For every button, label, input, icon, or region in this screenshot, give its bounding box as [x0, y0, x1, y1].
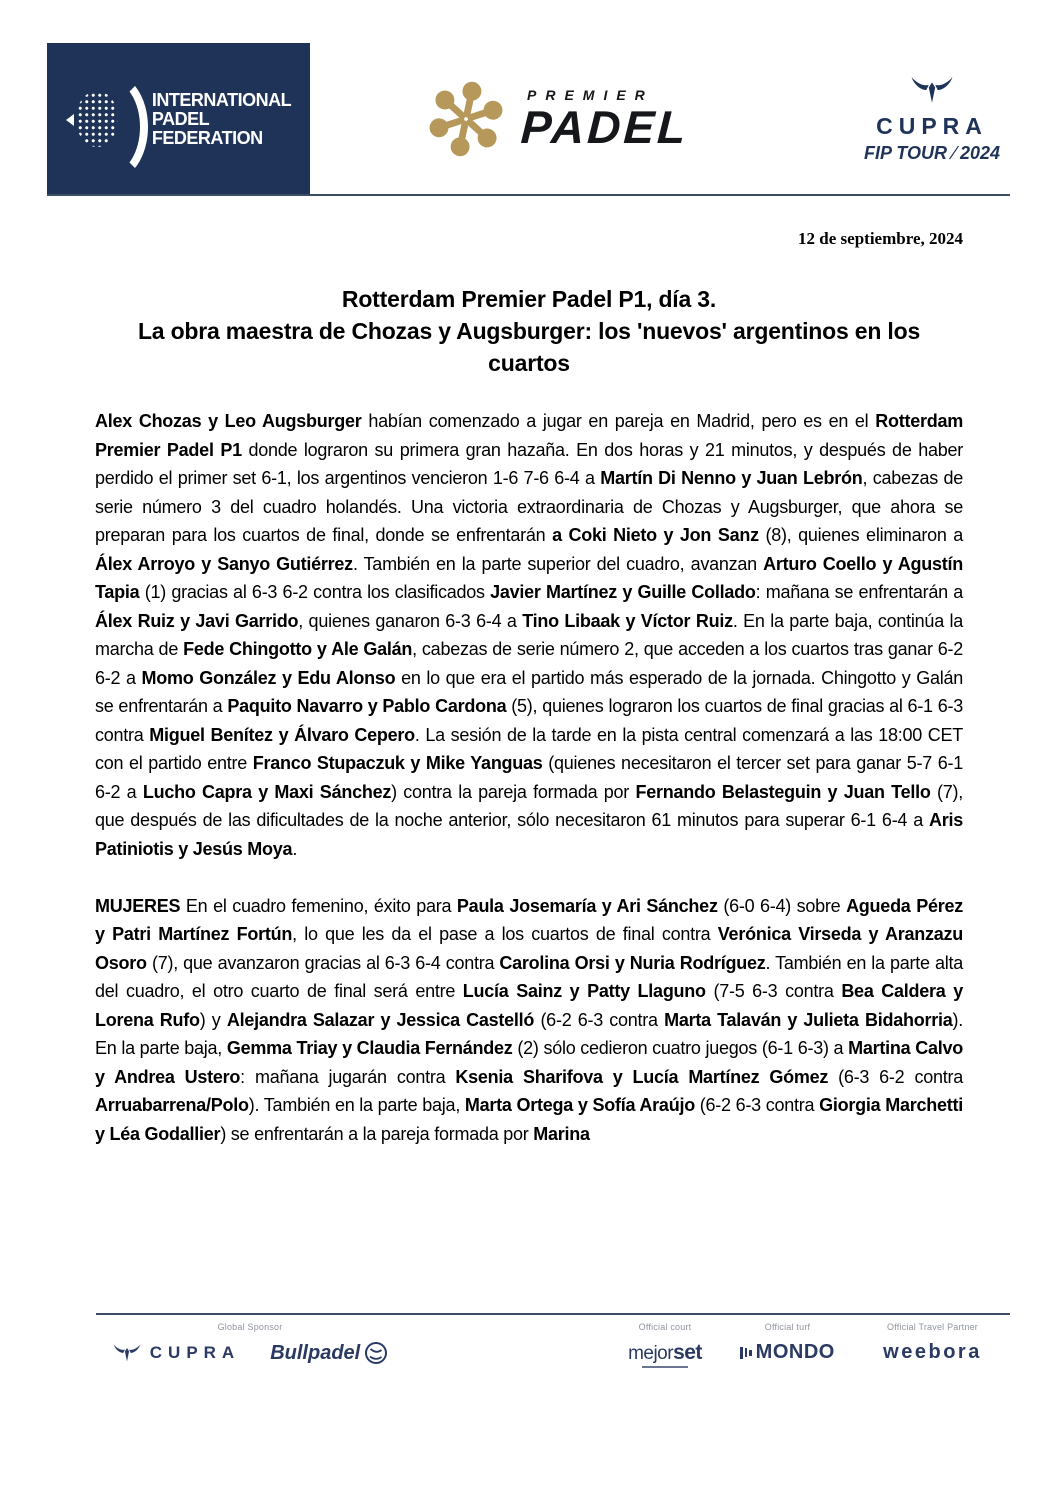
ipf-ball-icon: [66, 67, 140, 171]
document-title: [95, 283, 963, 379]
fip-tour-year: 2024: [959, 143, 1001, 163]
mejorset-word-mejor: mejor: [628, 1343, 674, 1364]
premier-label: PREMIER: [527, 86, 654, 103]
bullpadel-wordmark: Bullpadel: [270, 1341, 361, 1364]
fip-tour-label: [852, 143, 1012, 164]
mejorset-word-set: set: [673, 1341, 702, 1364]
bullpadel-logo: [270, 1341, 388, 1365]
ipf-line3: FEDERATION: [151, 127, 263, 148]
sponsor-global: [90, 1322, 410, 1365]
official-travel-partner-label: Official Travel Partner: [887, 1322, 978, 1332]
sponsor-court: [600, 1322, 730, 1368]
ipf-line1: INTERNATIONAL: [151, 89, 292, 110]
bullpadel-ball-icon: [364, 1341, 388, 1365]
premier-padel-asterisk-icon: [423, 76, 509, 162]
paragraph-men: Alex Chozas y Leo Augsburger habían comenzado a jugar en pareja en Madrid, pero es en el Rotterdam Premier Padel P1 donde lograron su primera gran hazaña. En dos horas y 21 minutos, y después de haber perdido el primer set 6-1, los argentinos vencieron 1-6 7-6 6-4 a Martín Di Nenno y Juan Lebrón, cabezas de serie número 3 del cuadro holandés. Una victoria extraordinaria de Chozas y Augsburger, que ahora se preparan para los cuartos de final, donde se enfrentarán a Coki Nieto y Jon Sanz (8), quienes eliminaron a Álex Arroyo y Sanyo Gutiérrez. También en la parte superior del cuadro, avanzan Arturo Coello y Agustín Tapia (1) gracias al 6-3 6-2 contra los clasificados Javier Martínez y Guille Collado: mañana se enfrentarán a Álex Ruiz y Javi Garrido, quienes ganaron 6-3 6-4 a Tino Libaak y Víctor Ruiz. En la parte baja, continúa la marcha de Fede Chingotto y Ale Galán, cabezas de serie número 2, que acceden a los cuartos tras ganar 6-2 6-2 a Momo González y Edu Alonso en lo que era el partido más esperado de la jornada. Chingotto y Galán se enfrentarán a Paquito Navarro y Pablo Cardona (5), quienes lograron los cuartos de final gracias al 6-1 6-3 contra Miguel Benítez y Álvaro Cepero. La sesión de la tarde en la pista central comenzará a las 18:00 CET con el partido entre Franco Stupaczuk y Mike Yanguas (quienes necesitaron el tercer set para ganar 5-7 6-1 6-2 a Lucho Capra y Maxi Sánchez) contra la pareja formada por Fernando Belasteguin y Juan Tello (7), que después de las dificultades de la noche anterior, sólo necesitaron 61 minutos para superar 6-1 6-4 a Aris Patiniotis y Jesús Moya.: [95, 411, 964, 859]
padel-label: PADEL: [519, 100, 690, 153]
paragraph-women: MUJERES En el cuadro femenino, éxito para Paula Josemaría y Ari Sánchez (6-0 6-4) sobre Agueda Pérez y Patri Martínez Fortún, lo que les da el pase a los cuartos de final contra Verónica Virseda y Aranzazu Osoro (7), que avanzaron gracias al 6-3 6-4 contra Carolina Orsi y Nuria Rodríguez. También en la parte alta del cuadro, el otro cuarto de final será entre Lucía Sainz y Patty Llaguno (7-5 6-3 contra Bea Caldera y Lorena Rufo) y Alejandra Salazar y Jessica Castelló (6-2 6-3 contra Marta Talaván y Julieta Bidahorria). En la parte baja, Gemma Triay y Claudia Fernández (2) sólo cedieron cuatro juegos (6-1 6-3) a Martina Calvo y Andrea Ustero: mañana jugarán contra Ksenia Sharifova y Lucía Martínez Gómez (6-3 6-2 contra Arruabarrena/Polo). También en la parte baja, Marta Ortega y Sofía Araújo (6-2 6-3 contra Giorgia Marchetti y Léa Godallier) se enfrentarán a la pareja formada por Marina: [95, 895, 963, 1144]
ipf-logo-text: [152, 91, 291, 148]
sponsor-travel: [860, 1322, 1005, 1364]
mondo-bars-icon: [740, 1347, 752, 1359]
mondo-wordmark: MONDO: [755, 1341, 835, 1363]
ipf-curve-icon: [74, 73, 148, 181]
official-court-label: Official court: [638, 1322, 692, 1332]
slash-divider: /: [948, 143, 959, 163]
official-turf-label: Official turf: [764, 1322, 811, 1332]
ipf-logo: [47, 43, 310, 195]
title-line1: Rotterdam Premier Padel P1, día 3.: [341, 286, 717, 312]
mejorset-logo: [628, 1341, 702, 1368]
weebora-logo: [860, 1341, 1005, 1364]
footer-divider: [96, 1313, 1010, 1315]
cupra-emblem-icon: [909, 74, 955, 106]
ipf-line2: PADEL: [151, 108, 210, 129]
global-sponsor-label: Global Sponsor: [217, 1322, 283, 1332]
cupra-footer-logo: [112, 1343, 240, 1363]
sponsor-turf: [725, 1322, 850, 1364]
mondo-logo: [725, 1341, 850, 1364]
fip-tour-text: FIP TOUR: [863, 143, 947, 163]
premier-padel-logo: [423, 76, 723, 162]
document-body: [95, 407, 963, 1177]
title-line2: La obra maestra de Chozas y Augsburger: los 'nuevos' argentinos en los cuartos: [137, 318, 921, 376]
mejorset-underline: [642, 1366, 688, 1368]
ipf-triangle-icon: [66, 114, 74, 126]
document-date: 12 de septiembre, 2024: [798, 229, 963, 248]
header-divider: [47, 194, 1010, 196]
weebora-wordmark: weebora: [883, 1341, 982, 1363]
premier-padel-wordmark: [521, 87, 689, 151]
cupra-wordmark: CUPRA: [876, 113, 988, 139]
cupra-fip-tour-logo: [852, 74, 1012, 164]
cupra-emblem-small-icon: [112, 1343, 142, 1363]
cupra-footer-wordmark: CUPRA: [149, 1343, 241, 1362]
